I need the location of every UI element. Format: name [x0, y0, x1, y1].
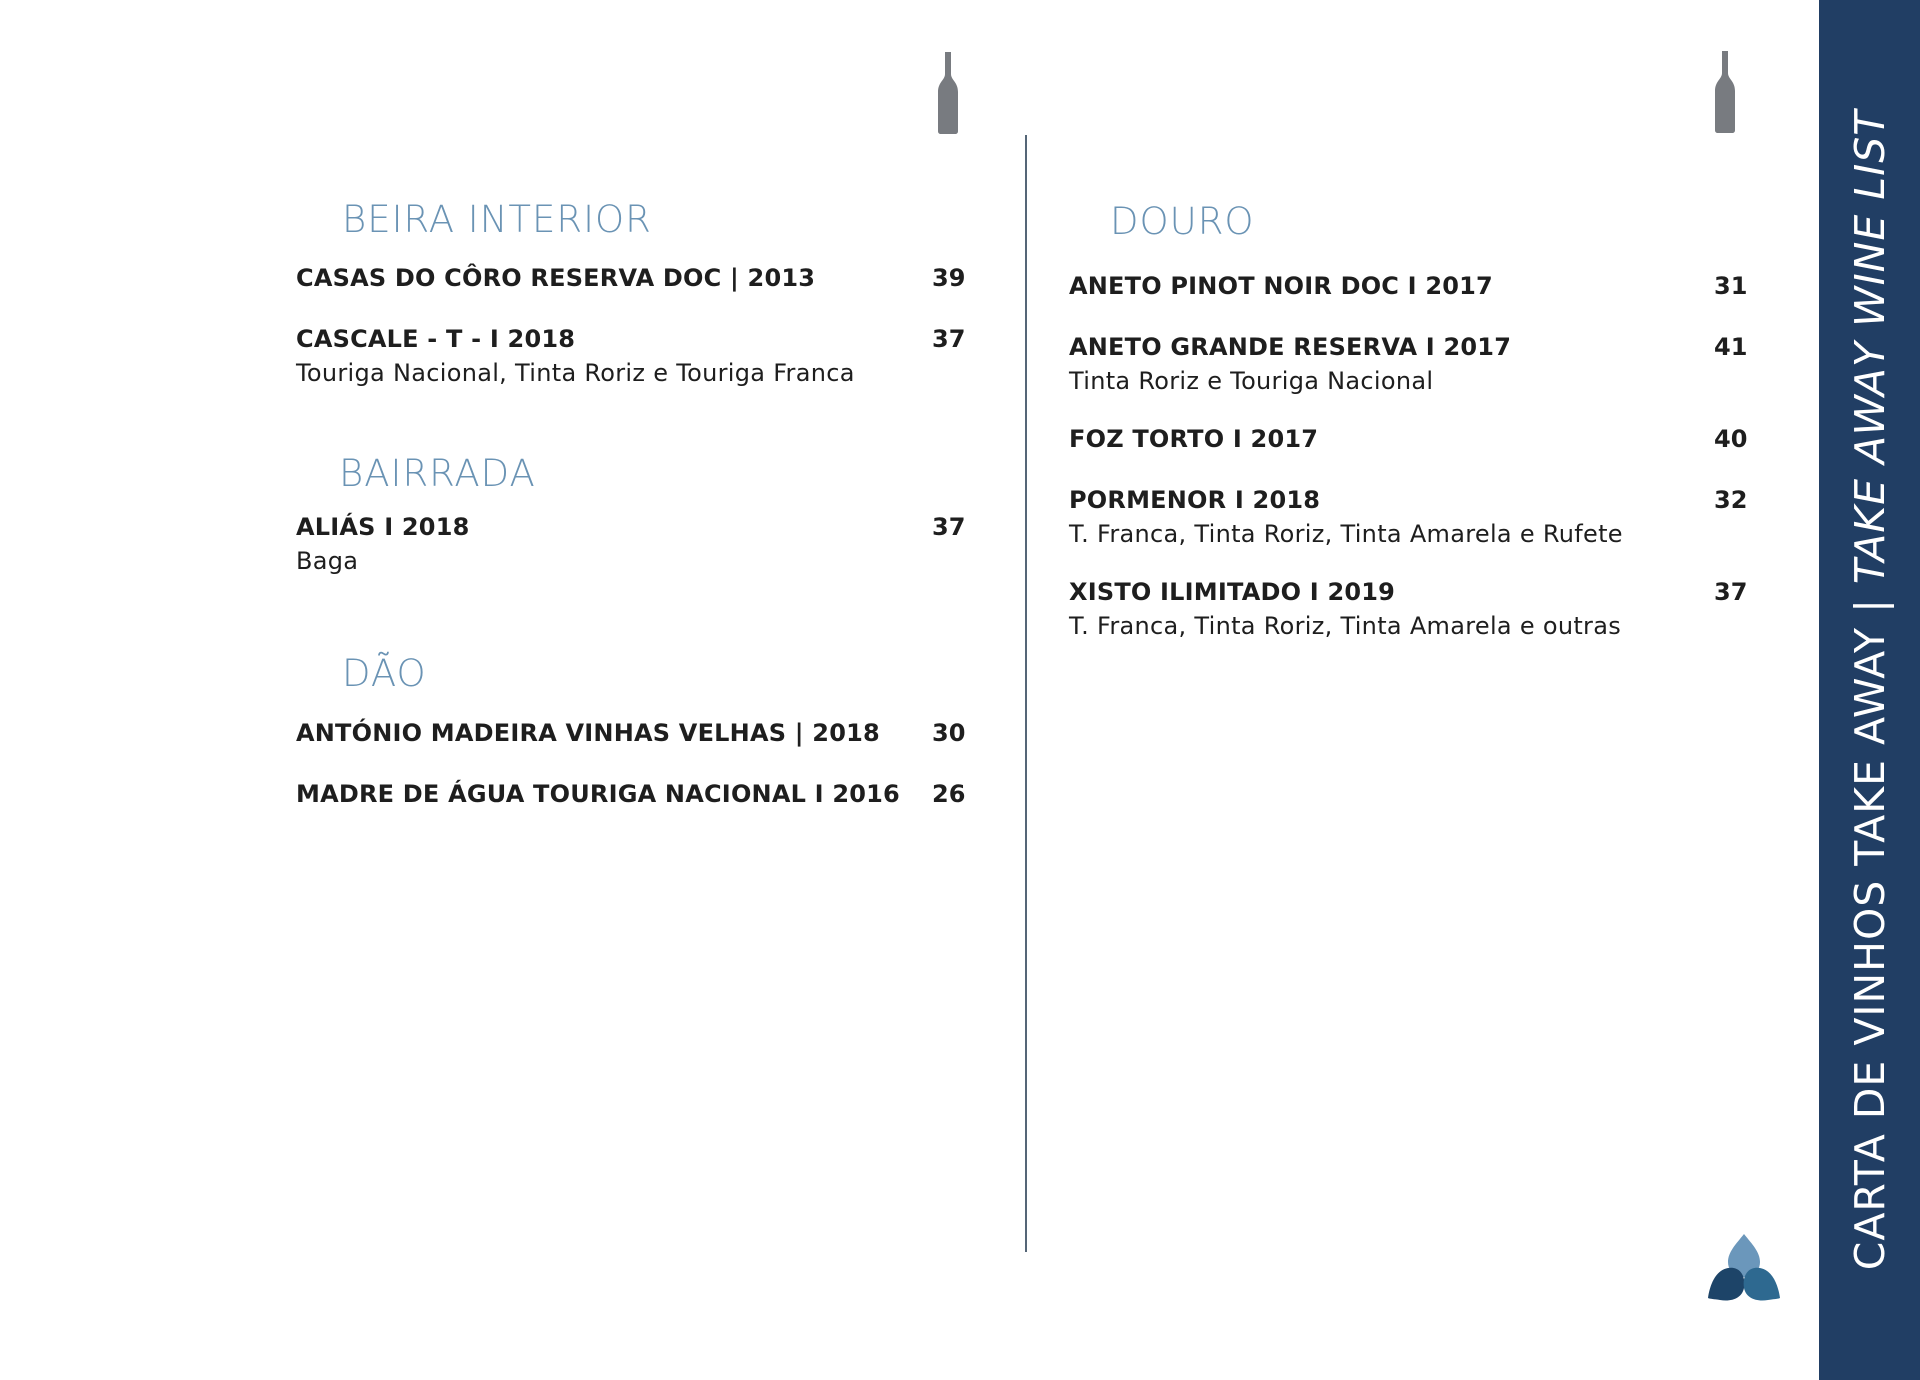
- wine-name: ANETO PINOT NOIR DOC I 2017: [1069, 272, 1493, 300]
- side-title-band: [1819, 0, 1920, 1380]
- bottle-shape: [1715, 51, 1735, 133]
- wine-bottle-icon: [1714, 51, 1736, 133]
- wine-item: [296, 264, 815, 292]
- wine-price: 30: [932, 719, 966, 747]
- wine-item: [296, 719, 880, 747]
- wine-price: 31: [1714, 272, 1748, 300]
- column-divider: [1025, 135, 1027, 1252]
- wine-item: [1069, 425, 1318, 453]
- wine-price: 32: [1714, 486, 1748, 514]
- wine-item: [1069, 578, 1621, 640]
- wine-name: ANTÓNIO MADEIRA VINHAS VELHAS | 2018: [296, 719, 880, 747]
- wine-price: 26: [932, 780, 966, 808]
- side-title: [1846, 110, 1894, 1271]
- wine-grapes: T. Franca, Tinta Roriz, Tinta Amarela e Rufete: [1069, 520, 1623, 548]
- wine-name: FOZ TORTO I 2017: [1069, 425, 1319, 453]
- drops-logo: [1706, 1232, 1782, 1302]
- region-heading-douro: DOURO: [1110, 200, 1255, 243]
- wine-name: XISTO ILIMITADO I 2019: [1069, 578, 1396, 606]
- wine-item: [296, 325, 855, 387]
- wine-item: [296, 513, 470, 575]
- wine-price: 41: [1714, 333, 1748, 361]
- region-heading-bairrada: BAIRRADA: [339, 452, 536, 495]
- wine-price: 37: [1714, 578, 1748, 606]
- region-heading-dao: DÃO: [342, 652, 427, 695]
- wine-item: [1069, 486, 1623, 548]
- wine-grapes: T. Franca, Tinta Roriz, Tinta Amarela e outras: [1069, 612, 1622, 640]
- wine-name: ALIÁS I 2018: [296, 513, 470, 541]
- logo-drop-right: [1744, 1268, 1780, 1301]
- side-title-main: CARTA DE VINHOS TAKE AWAY |: [1845, 584, 1894, 1271]
- wine-price: 37: [932, 513, 966, 541]
- wine-item: [1069, 333, 1511, 395]
- wine-grapes: Baga: [296, 547, 359, 575]
- wine-price: 39: [932, 264, 966, 292]
- wine-price: 37: [932, 325, 966, 353]
- wine-name: ANETO GRANDE RESERVA I 2017: [1069, 333, 1512, 361]
- logo-drop-left: [1708, 1268, 1744, 1301]
- wine-grapes: Tinta Roriz e Touriga Nacional: [1069, 367, 1434, 395]
- bottle-shape: [938, 52, 958, 134]
- region-heading-beira-interior: BEIRA INTERIOR: [342, 198, 652, 241]
- wine-name: MADRE DE ÁGUA TOURIGA NACIONAL I 2016: [296, 780, 900, 808]
- wine-grapes: Touriga Nacional, Tinta Roriz e Touriga Franca: [296, 359, 855, 387]
- wine-item: [1069, 272, 1493, 300]
- side-title-take-away: TAKE AWAY: [1845, 340, 1894, 585]
- side-title-wine-list: WINE LIST: [1845, 109, 1894, 341]
- wine-name: CASCALE - T - I 2018: [296, 325, 576, 353]
- wine-price: 40: [1714, 425, 1748, 453]
- wine-bottle-icon: [937, 52, 959, 134]
- wine-name: PORMENOR I 2018: [1069, 486, 1321, 514]
- wine-item: [296, 780, 900, 808]
- wine-name: CASAS DO CÔRO RESERVA DOC | 2013: [296, 264, 816, 292]
